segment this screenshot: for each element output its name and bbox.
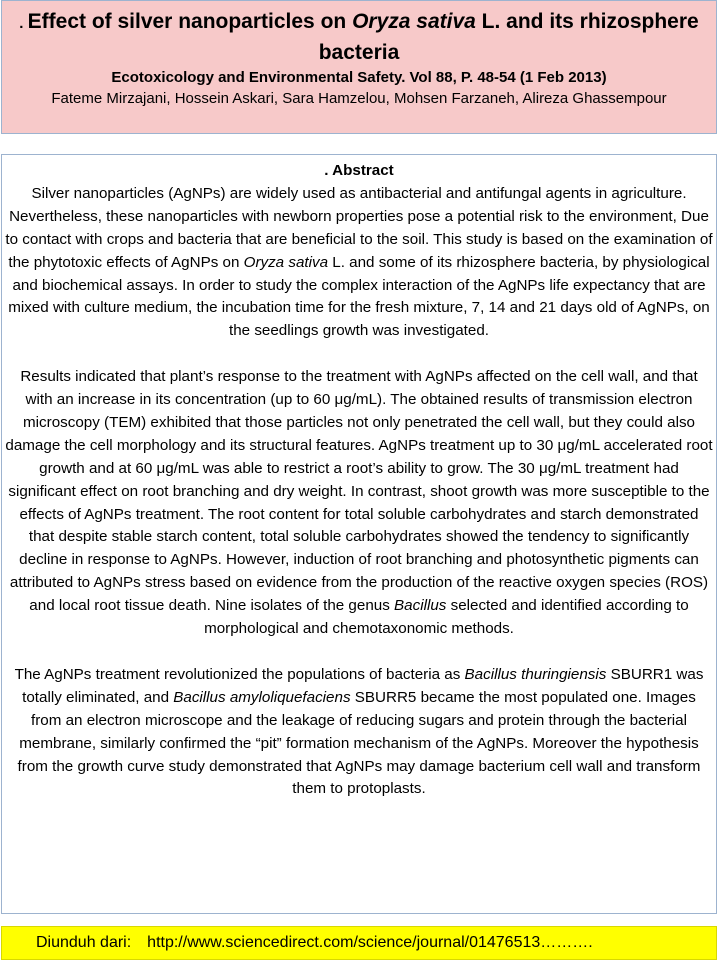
species-name: Oryza sativa <box>243 253 329 271</box>
paper-title: . Effect of silver nanoparticles on Oryza sativa L. and its rhizosphere bacteria <box>19 10 699 64</box>
species-name: Bacillus amyloliquefaciens <box>173 688 351 706</box>
source-url-link[interactable]: http://www.sciencedirect.com/science/journal/01476513………. <box>147 934 593 951</box>
title-species: Oryza sativa <box>352 10 476 33</box>
author-list: Fateme Mirzajani, Hossein Askari, Sara Hamzelou, Mohsen Farzaneh, Alireza Ghassempour <box>51 90 667 107</box>
title-banner <box>1 0 717 134</box>
abstract-heading: . Abstract <box>324 162 394 179</box>
paragraph-spacer <box>5 343 713 366</box>
abstract-paragraph-3: The AgNPs treatment revolutionized the populations of bacteria as Bacillus thuringiensis SBURR1 was totally eliminated, and Bacillus amyloliquefaciens SBURR5 became the most populated one. Images from an electron microscope and the leakage of reducing sugars and protein through the bacterial membrane, similarly confirmed the “pit” formation mechanism of the AgNPs. Moreover the hypothesis from the growth curve study demonstrated that AgNPs may damage bacterium cell wall and transform them to protoplasts. <box>14 665 704 798</box>
abstract-panel <box>1 154 717 914</box>
source-label: Diunduh dari: <box>36 934 132 951</box>
abstract-paragraph-2: Results indicated that plant’s response to the treatment with AgNPs affected on the cell wall, and that with an increase in its concentration (up to 60 μg/mL). The obtained results of transmission electron microscopy (TEM) exhibited that those particles not only penetrated the cell wall, but they could also damage the cell morphology and its structural features. AgNPs treatment up to 30 μg/mL accelerated root growth and at 60 μg/mL was able to restrict a root’s ability to grow. The 30 μg/mL treatment had significant effect on root branching and dry weight. In contrast, shoot growth was more susceptible to the effects of AgNPs treatment. The root content for total soluble carbohydrates and starch demonstrated that despite stable starch content, total soluble carbohydrates showed the tendency to significantly decline in response to AgNPs. However, induction of root branching and photosynthetic pigments can attributed to AgNPs stress based on evidence from the production of the reactive oxygen species (ROS) and local root tissue death. Nine isolates of the genus Bacillus selected and identified according to morphological and chemotaxonomic methods. <box>5 368 713 638</box>
source-footer <box>1 926 717 960</box>
genus-name: Bacillus <box>394 597 447 615</box>
journal-citation: Ecotoxicology and Environmental Safety. Vol 88, P. 48-54 (1 Feb 2013) <box>111 69 607 86</box>
abstract-paragraph-1: Silver nanoparticles (AgNPs) are widely used as antibacterial and antifungal agents in agriculture. Nevertheless, these nanoparticles with newborn properties pose a potential risk to the environment, Due to contact with crops and bacteria that are beneficial to the soil. This study is based on the examination of the phytotoxic effects of AgNPs on Oryza sativa L. and some of its rhizosphere bacteria, by physiological and biochemical assays. In order to study the complex interaction of the AgNPs life expectancy that are mixed with culture medium, the incubation time for the fresh mixture, 7, 14 and 21 days old of AgNPs, on the seedlings growth was investigated. <box>5 184 713 340</box>
species-name: Bacillus thuringiensis <box>464 665 607 683</box>
paragraph-spacer <box>5 641 713 664</box>
